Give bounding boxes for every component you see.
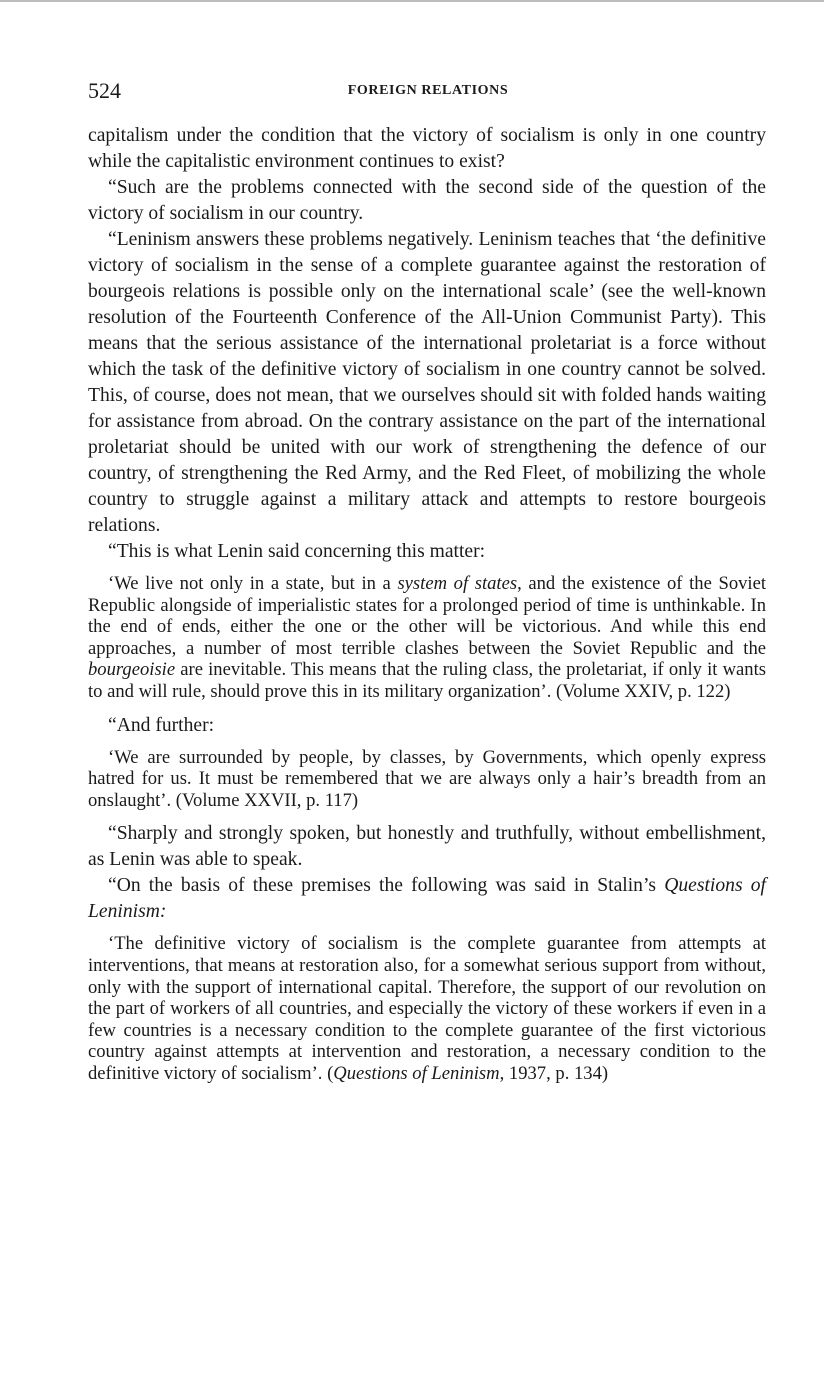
book-title: Questions of Leninism:: [88, 875, 767, 923]
paragraph-sharply-spoken: “Sharply and strongly spoken, but honestly and truthfully, without embellishment, as Lenin was able to speak.: [88, 823, 766, 871]
quote-stalin-definitive-victory: [88, 933, 766, 1084]
quote-italic: system of states: [397, 573, 518, 594]
book-title: Questions of Leninism: [333, 1062, 500, 1084]
paragraph-continuation: capitalism under the condition that the victory of socialism is only in one country while the capitalistic environment continues to exist?: [88, 125, 766, 172]
quote-text: ‘We live not only in a state, but in a: [108, 573, 398, 594]
page-header: [88, 78, 768, 108]
quote-lenin-surrounded: ‘We are surrounded by people, by classes, by Governments, which openly express hatred for us. It must be remembered that we are always only a hair’s breadth from an onslaught’. (Volume XXVII, p. 117): [88, 746, 766, 811]
quote-text: , 1937, p. 134): [499, 1062, 609, 1084]
paragraph-leninism: “Leninism answers these problems negatively. Leninism teaches that ‘the definitive victory of socialism in the sense of a complete guarantee against the restoration of bourgeois relations is possible only on the international scale’ (see the well-known resolution of the Fourteenth Conference of the All-Union Communist Party). This means that the serious assistance of the international proletariat is a force without which the task of the definitive victory of socialism in one country cannot be solved. This, of course, does not mean, that we ourselves should sit with folded hands waiting for assistance from abroad. On the contrary assistance on the part of the international proletariat should be united with our work of strengthening the defence of our country, of strengthening the Red Army, and the Red Fleet, of mobilizing the whole country to struggle against a military attack and attempts to restore bourgeois relations.: [88, 229, 766, 536]
quote-text: are inevitable. This means that the ruling class, the proletariat, if only it wants to and will rule, should prove this in its military organization’. (Volume XXIV, p. 122): [88, 659, 766, 702]
paragraph-problems: “Such are the problems connected with the second side of the question of the victory of socialism in our country.: [88, 177, 766, 224]
quote-text: ‘The definitive victory of socialism is the complete guarantee from attempts at interventions, that means at restoration also, for a somewhat serious support from without, only with the support of international capital. Therefore, the support of our revolution on the part of workers of all countries, and especially the victory of these workers if even in a few countries is a necessary condition to the complete guarantee of the first victorious country against attempts at intervention and restoration, a necessary condition to the definitive victory of socialism’. (: [88, 933, 766, 1084]
quote-text: , and the existence of the Soviet Republic alongside of imperialistic states for a prolonged period of time is unthinkable. In the end of ends, either the one or the other will be victorious. And while this end approaches, a number of most terrible clashes between the Soviet Republic and the: [88, 573, 766, 659]
paragraph-text: “On the basis of these premises the following was said in Stalin’s: [108, 875, 665, 897]
page-body: [88, 123, 766, 1085]
paragraph-stalin-basis: [88, 873, 766, 925]
page-number: 524: [88, 78, 121, 103]
quote-lenin-system-of-states: [88, 573, 766, 703]
running-title: FOREIGN RELATIONS: [347, 83, 509, 98]
paragraph-and-further: “And further:: [108, 714, 215, 736]
quote-italic: bourgeoisie: [88, 659, 176, 681]
paragraph-lenin-said: “This is what Lenin said concerning this matter:: [108, 541, 486, 562]
top-rule: [0, 0, 824, 2]
